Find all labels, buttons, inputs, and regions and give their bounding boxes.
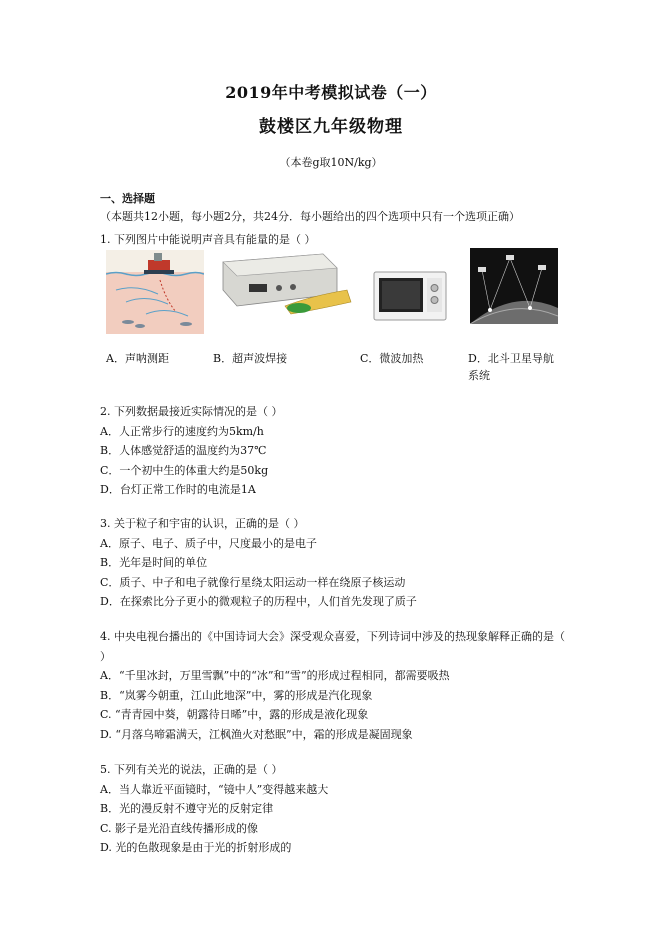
question-3 — [100, 514, 580, 612]
option-3a: A．原子、电子、质子中，尺度最小的是电子 — [100, 536, 317, 550]
option-1b: B．超声波焊接 — [213, 352, 288, 365]
question-2-stem: 2. 下列数据最接近实际情况的是（ ） — [100, 405, 283, 418]
option-2b: B．人体感觉舒适的温度约为37℃ — [100, 444, 267, 457]
exam-subtitle: 鼓楼区九年级物理 — [259, 117, 403, 137]
option-3c: C．质子、中子和电子就像行星绕太阳运动一样在绕原子核运动 — [100, 575, 406, 589]
question-1-stem: 1. 下列图片中能说明声音具有能量的是（ ） — [100, 233, 316, 246]
option-4c: C. “青青园中葵，朝露待日晞”中，露的形成是液化现象 — [100, 708, 369, 721]
option-3d: D．在探索比分子更小的微观粒子的历程中，人们首先发现了质子 — [100, 595, 417, 608]
question-3-stem: 3. 关于粒子和宇宙的认识，正确的是（ ） — [100, 517, 305, 530]
option-5a: A．当人靠近平面镜时，“镜中人”变得越来越大 — [100, 782, 329, 796]
question-5-stem: 5. 下列有关光的说法，正确的是（ ） — [100, 763, 283, 776]
option-5c: C. 影子是光沿直线传播形成的像 — [100, 821, 259, 835]
section-heading — [100, 190, 570, 226]
ultrasonic-welder-image — [215, 250, 355, 316]
section-description: （本题共12小题，每小题2分，共24分．每小题给出的四个选项中只有一个选项正确） — [100, 210, 520, 223]
sonar-image — [106, 250, 204, 334]
option-2c: C．一个初中生的体重大约是50kg — [100, 463, 269, 477]
section-title: 一、选择题 — [100, 192, 155, 205]
option-1d: D．北斗卫星导航系统 — [468, 352, 554, 382]
option-3b: B．光年是时间的单位 — [100, 556, 208, 569]
exam-title: 2019年中考模拟试卷（一） — [225, 83, 437, 102]
option-4a: A．“千里冰封，万里雪飘”中的“冰”和“雪”的形成过程相同，都需要吸热 — [100, 669, 450, 682]
beidou-satellite-image — [470, 248, 558, 324]
option-2a: A．人正常步行的速度约为5km/h — [100, 424, 264, 438]
option-4d: D. “月落乌啼霜满天，江枫渔火对愁眠”中，霜的形成是凝固现象 — [100, 727, 413, 741]
question-4 — [100, 627, 570, 744]
option-1c: C．微波加热 — [360, 352, 424, 365]
question-1 — [100, 230, 580, 250]
option-2d: D．台灯正常工作时的电流是1A — [100, 483, 256, 496]
question-5 — [100, 760, 580, 858]
option-5b: B．光的漫反射不遵守光的反射定律 — [100, 802, 274, 815]
microwave-image — [370, 268, 450, 324]
exam-note: （本卷g取10N/kg） — [279, 156, 383, 169]
option-1a: A．声呐测距 — [106, 352, 169, 365]
option-5d: D. 光的色散现象是由于光的折射形成的 — [100, 841, 292, 854]
question-4-stem: 4. 中央电视台播出的《中国诗词大会》深受观众喜爱，下列诗词中涉及的热现象解释正确的是（ ） — [100, 630, 565, 663]
option-4b: B．“岚雾今朝重，江山此地深”中，雾的形成是汽化现象 — [100, 688, 373, 702]
question-2 — [100, 402, 580, 500]
